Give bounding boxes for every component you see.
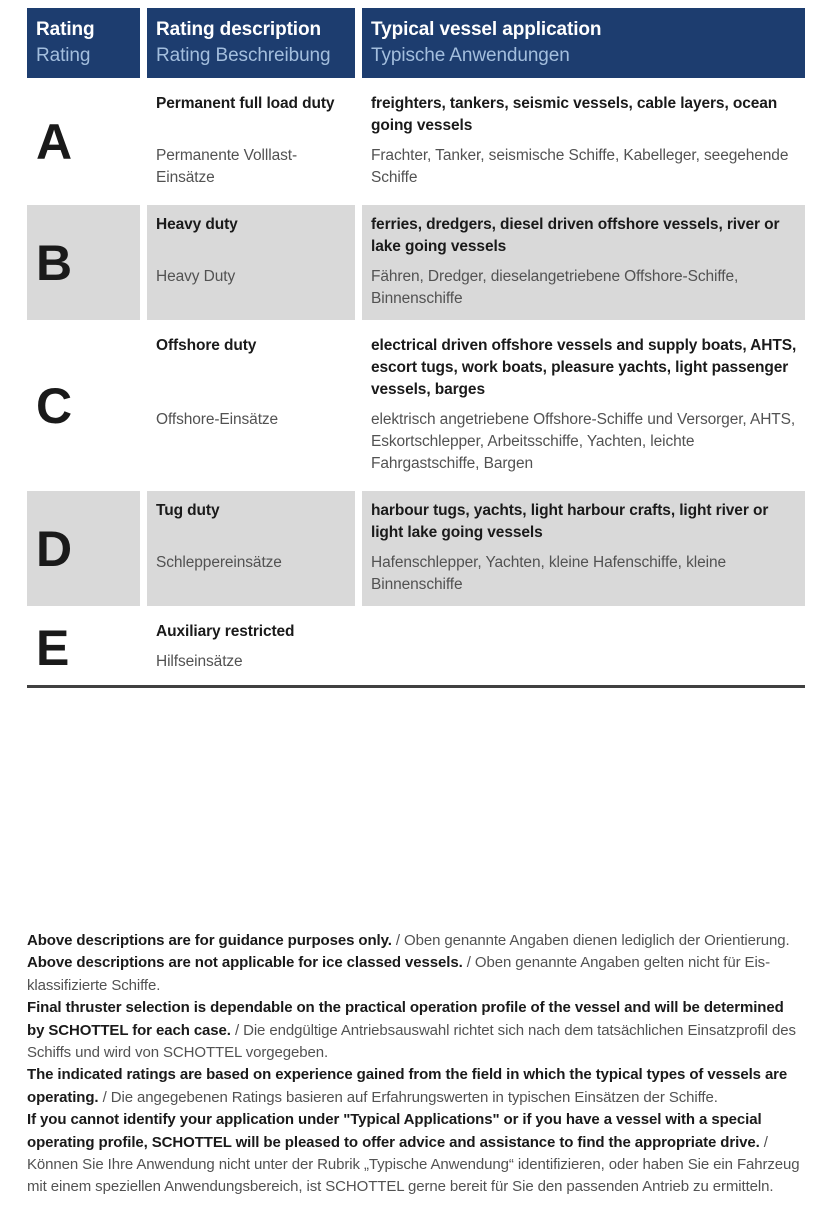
duty-description-en: Heavy duty [147,205,355,258]
duty-description-en: Tug duty [147,491,355,544]
duty-description-de: Permanente Volllast-Einsätze [156,147,298,186]
rating-letter: B [27,205,140,320]
duty-description-de: Hilfseinsätze [156,653,243,670]
vessel-application-en: ferries, dredgers, diesel driven offshore vessels, river or lake going vessels [362,205,805,258]
header-description-de: Rating Beschreibung [156,45,331,66]
footnote-separator: / [763,1133,768,1151]
footnote-text-de: Oben genannte Angaben dienen lediglich der Orientierung. [404,932,790,949]
header-rating-de: Rating [36,45,91,66]
vessel-application-en: electrical driven offshore vessels and supply boats, AHTS, escort tugs, work boats, pleasure yachts, light passenger vessels, barges [371,337,797,398]
footnote-text-en: The indicated ratings are based on experience gained from the field in which the typical types of vessels are operating. [27,1066,788,1106]
vessel-application-en: freighters, tankers, seismic vessels, cable layers, ocean going vessels [371,95,778,134]
footnote-text-de: Die angegebenen Ratings basieren auf Erfahrungswerten in typischen Einsätzen der Schiffe. [110,1088,718,1106]
duty-description-en: Permanent full load duty [156,95,335,112]
rating-letter: A [36,113,73,170]
header-cell-rating [27,8,140,78]
table-bottom-rule [27,685,805,688]
vessel-application-de: Fähren, Dredger, dieselangetriebene Offshore-Schiffe, Binnenschiffe [362,258,805,320]
footnote-separator: / [234,1021,240,1039]
footnote-text-de: Oben genannte Angaben gelten nicht für Eis-klassifizierte Schiffe. [27,954,770,994]
rating-letter: E [36,619,70,676]
footnote-text-en: If you cannot identify your application under "Typical Applications" or if you have a vessel with a special operating profile, SCHOTTEL will be pleased to offer advice and assistance to find the appropriate drive. [27,1111,762,1151]
duty-description-en: Offshore duty [156,337,257,354]
vessel-application-en: harbour tugs, yachts, light harbour crafts, light river or light lake going vessels [362,491,805,544]
vessel-application-de: elektrisch angetriebene Offshore-Schiffe und Versorger, AHTS, Eskortschlepper, Arbeitsschiffe, Yachten, leichte Fahrgastschiffe, Bargen [371,411,796,472]
footnote [27,997,805,1064]
rating-row-b [27,205,805,320]
vessel-application-de: Hafenschlepper, Yachten, kleine Hafenschiffe, kleine Binnenschiffe [362,544,805,606]
rating-letter: D [27,491,140,606]
header-cell-application [362,8,805,78]
footnote [27,952,805,997]
footnote-text-en: Above descriptions are not applicable for ice classed vessels. [27,954,463,972]
duty-description-de: Schleppereinsätze [147,544,355,606]
footnote [27,1064,805,1109]
header-rating-en: Rating [36,19,95,40]
footnote [27,1109,805,1199]
header-cell-description [147,8,355,78]
footnote-text-en: Final thruster selection is dependable on the practical operation profile of the vessel and will be determined by SCHOTTEL for each case. [27,999,784,1039]
header-application-en: Typical vessel application [371,19,602,40]
rating-row-a [27,84,805,199]
vessel-application-en [362,612,805,643]
duty-description-de: Offshore-Einsätze [156,411,279,428]
rating-row-e [27,612,805,683]
header-application-de: Typische Anwendungen [371,45,570,66]
header-description-en: Rating description [156,19,321,40]
rating-letter: C [36,377,73,434]
vessel-application-de [362,643,805,683]
footnote-text-de: Können Sie Ihre Anwendung nicht unter der Rubrik „Typische Anwendung“ identifizieren, oder haben Sie ein Fahrzeug mit einem speziellen Anwendungsbereich, ist SCHOTTEL gerne bereit für Sie den passenden Antrieb zu ermitteln. [27,1156,800,1196]
table-header [27,8,805,78]
footnote-separator: / [466,954,471,972]
footnote [27,930,805,952]
rating-row-c [27,326,805,485]
footnotes [27,930,805,1199]
rating-row-d [27,491,805,606]
vessel-application-de: Frachter, Tanker, seismische Schiffe, Kabelleger, seegehende Schiffe [371,147,789,186]
footnote-text-en: Above descriptions are for guidance purposes only. [27,932,392,949]
duty-description-en: Auxiliary restricted [156,623,295,640]
footnote-separator: / [102,1088,107,1106]
footnote-separator: / [395,932,400,949]
footnote-text-de: Die endgültige Antriebsauswahl richtet sich nach dem tatsächlichen Einsatzprofil des Schiffs und wird von SCHOTTEL vorgegeben. [27,1021,796,1062]
duty-description-de: Heavy Duty [147,258,355,320]
